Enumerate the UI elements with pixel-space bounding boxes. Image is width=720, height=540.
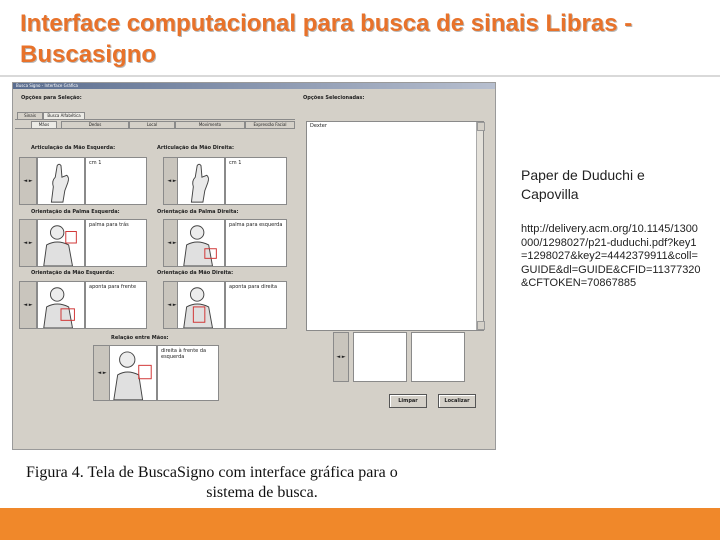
tab-movimento[interactable]: Movimento	[175, 121, 245, 128]
tab-local[interactable]: Local	[129, 121, 175, 128]
inner-tab-divider	[15, 128, 295, 129]
tab-sinais[interactable]: Sinais	[17, 112, 43, 119]
figure-caption	[22, 463, 502, 503]
panel-label-left-palm: Orientação da Palma Esquerda:	[31, 209, 120, 215]
tab-busca-alfabetica[interactable]: Busca Alfabética	[43, 112, 85, 119]
nav-right-articulation[interactable]: ◄ ►	[163, 157, 181, 205]
panel-label-left-articulation: Articulação da Mão Esquerda:	[31, 145, 116, 151]
clear-button[interactable]: Limpar	[389, 394, 427, 408]
value-left-articulation: cm 1	[85, 157, 147, 205]
tab-dedos[interactable]: Dedos	[61, 121, 129, 128]
nav-right-hand[interactable]: ◄ ►	[163, 281, 181, 329]
selected-options-list[interactable]	[306, 121, 484, 331]
nav-right-palm[interactable]: ◄ ►	[163, 219, 181, 267]
footer-bar	[0, 508, 720, 540]
value-right-hand: aponta para direita	[225, 281, 287, 329]
caption-line-1: Figura 4. Tela de BuscaSigno com interface gráfica para o	[26, 464, 398, 481]
hand-image-right-palm	[177, 219, 225, 267]
search-button[interactable]: Localizar	[438, 394, 476, 408]
preview-box-1	[353, 332, 407, 382]
preview-nav[interactable]: ◄ ►	[333, 332, 349, 382]
panel-label-right-palm: Orientação da Palma Direita:	[157, 209, 239, 215]
panel-label-hands-relation: Relação entre Mãos:	[111, 335, 169, 341]
tab-divider	[15, 119, 295, 120]
hand-image-right-hand	[177, 281, 225, 329]
hand-image-right-articulation	[177, 157, 225, 205]
hand-image-left-hand	[37, 281, 85, 329]
paper-link[interactable]: http://delivery.acm.org/10.1145/1300000/1298027/p21-duduchi.pdf?key1=1298027&key2=4442379911&coll=GUIDE&dl=GUIDE&CFID=11377320&CFTOKEN=70867885	[521, 223, 701, 290]
window-titlebar: Busca Signo - Interface Gráfica	[13, 83, 495, 89]
tab-maos[interactable]: Mãos	[31, 121, 57, 128]
hand-image-left-articulation	[37, 157, 85, 205]
caption-line-2: sistema de busca.	[206, 484, 318, 501]
tab-expressao-facial[interactable]: Expressão Facial	[245, 121, 295, 128]
slide-title: Interface computacional para busca de sinais Libras - Buscasigno	[20, 10, 633, 68]
panel-label-right-hand: Orientação da Mão Direita:	[157, 270, 234, 276]
value-right-articulation: cm 1	[225, 157, 287, 205]
nav-left-hand[interactable]: ◄ ►	[19, 281, 37, 329]
list-scrollbar[interactable]	[476, 122, 483, 330]
value-hands-relation: direita à frente da esquerda	[157, 345, 219, 401]
selected-options-label: Opções Selecionadas:	[303, 95, 365, 101]
panel-label-right-articulation: Articulação da Mão Direita:	[157, 145, 234, 151]
value-left-palm: palma para trás	[85, 219, 147, 267]
list-item[interactable]: Dexter	[310, 123, 327, 129]
hand-image-hands-relation	[109, 345, 157, 401]
nav-left-palm[interactable]: ◄ ►	[19, 219, 37, 267]
value-right-palm: palma para esquerda	[225, 219, 287, 267]
buscasigno-screenshot	[12, 82, 496, 450]
options-for-selection-label: Opções para Seleção:	[21, 95, 82, 101]
nav-left-articulation[interactable]: ◄ ►	[19, 157, 37, 205]
nav-hands-relation[interactable]: ◄ ►	[93, 345, 111, 401]
hand-image-left-palm	[37, 219, 85, 267]
paper-title: Paper de Duduchi e Capovilla	[521, 167, 645, 202]
value-left-hand: aponta para frente	[85, 281, 147, 329]
preview-box-2	[411, 332, 465, 382]
panel-label-left-hand: Orientação da Mão Esquerda:	[31, 270, 115, 276]
title-divider	[0, 75, 720, 77]
